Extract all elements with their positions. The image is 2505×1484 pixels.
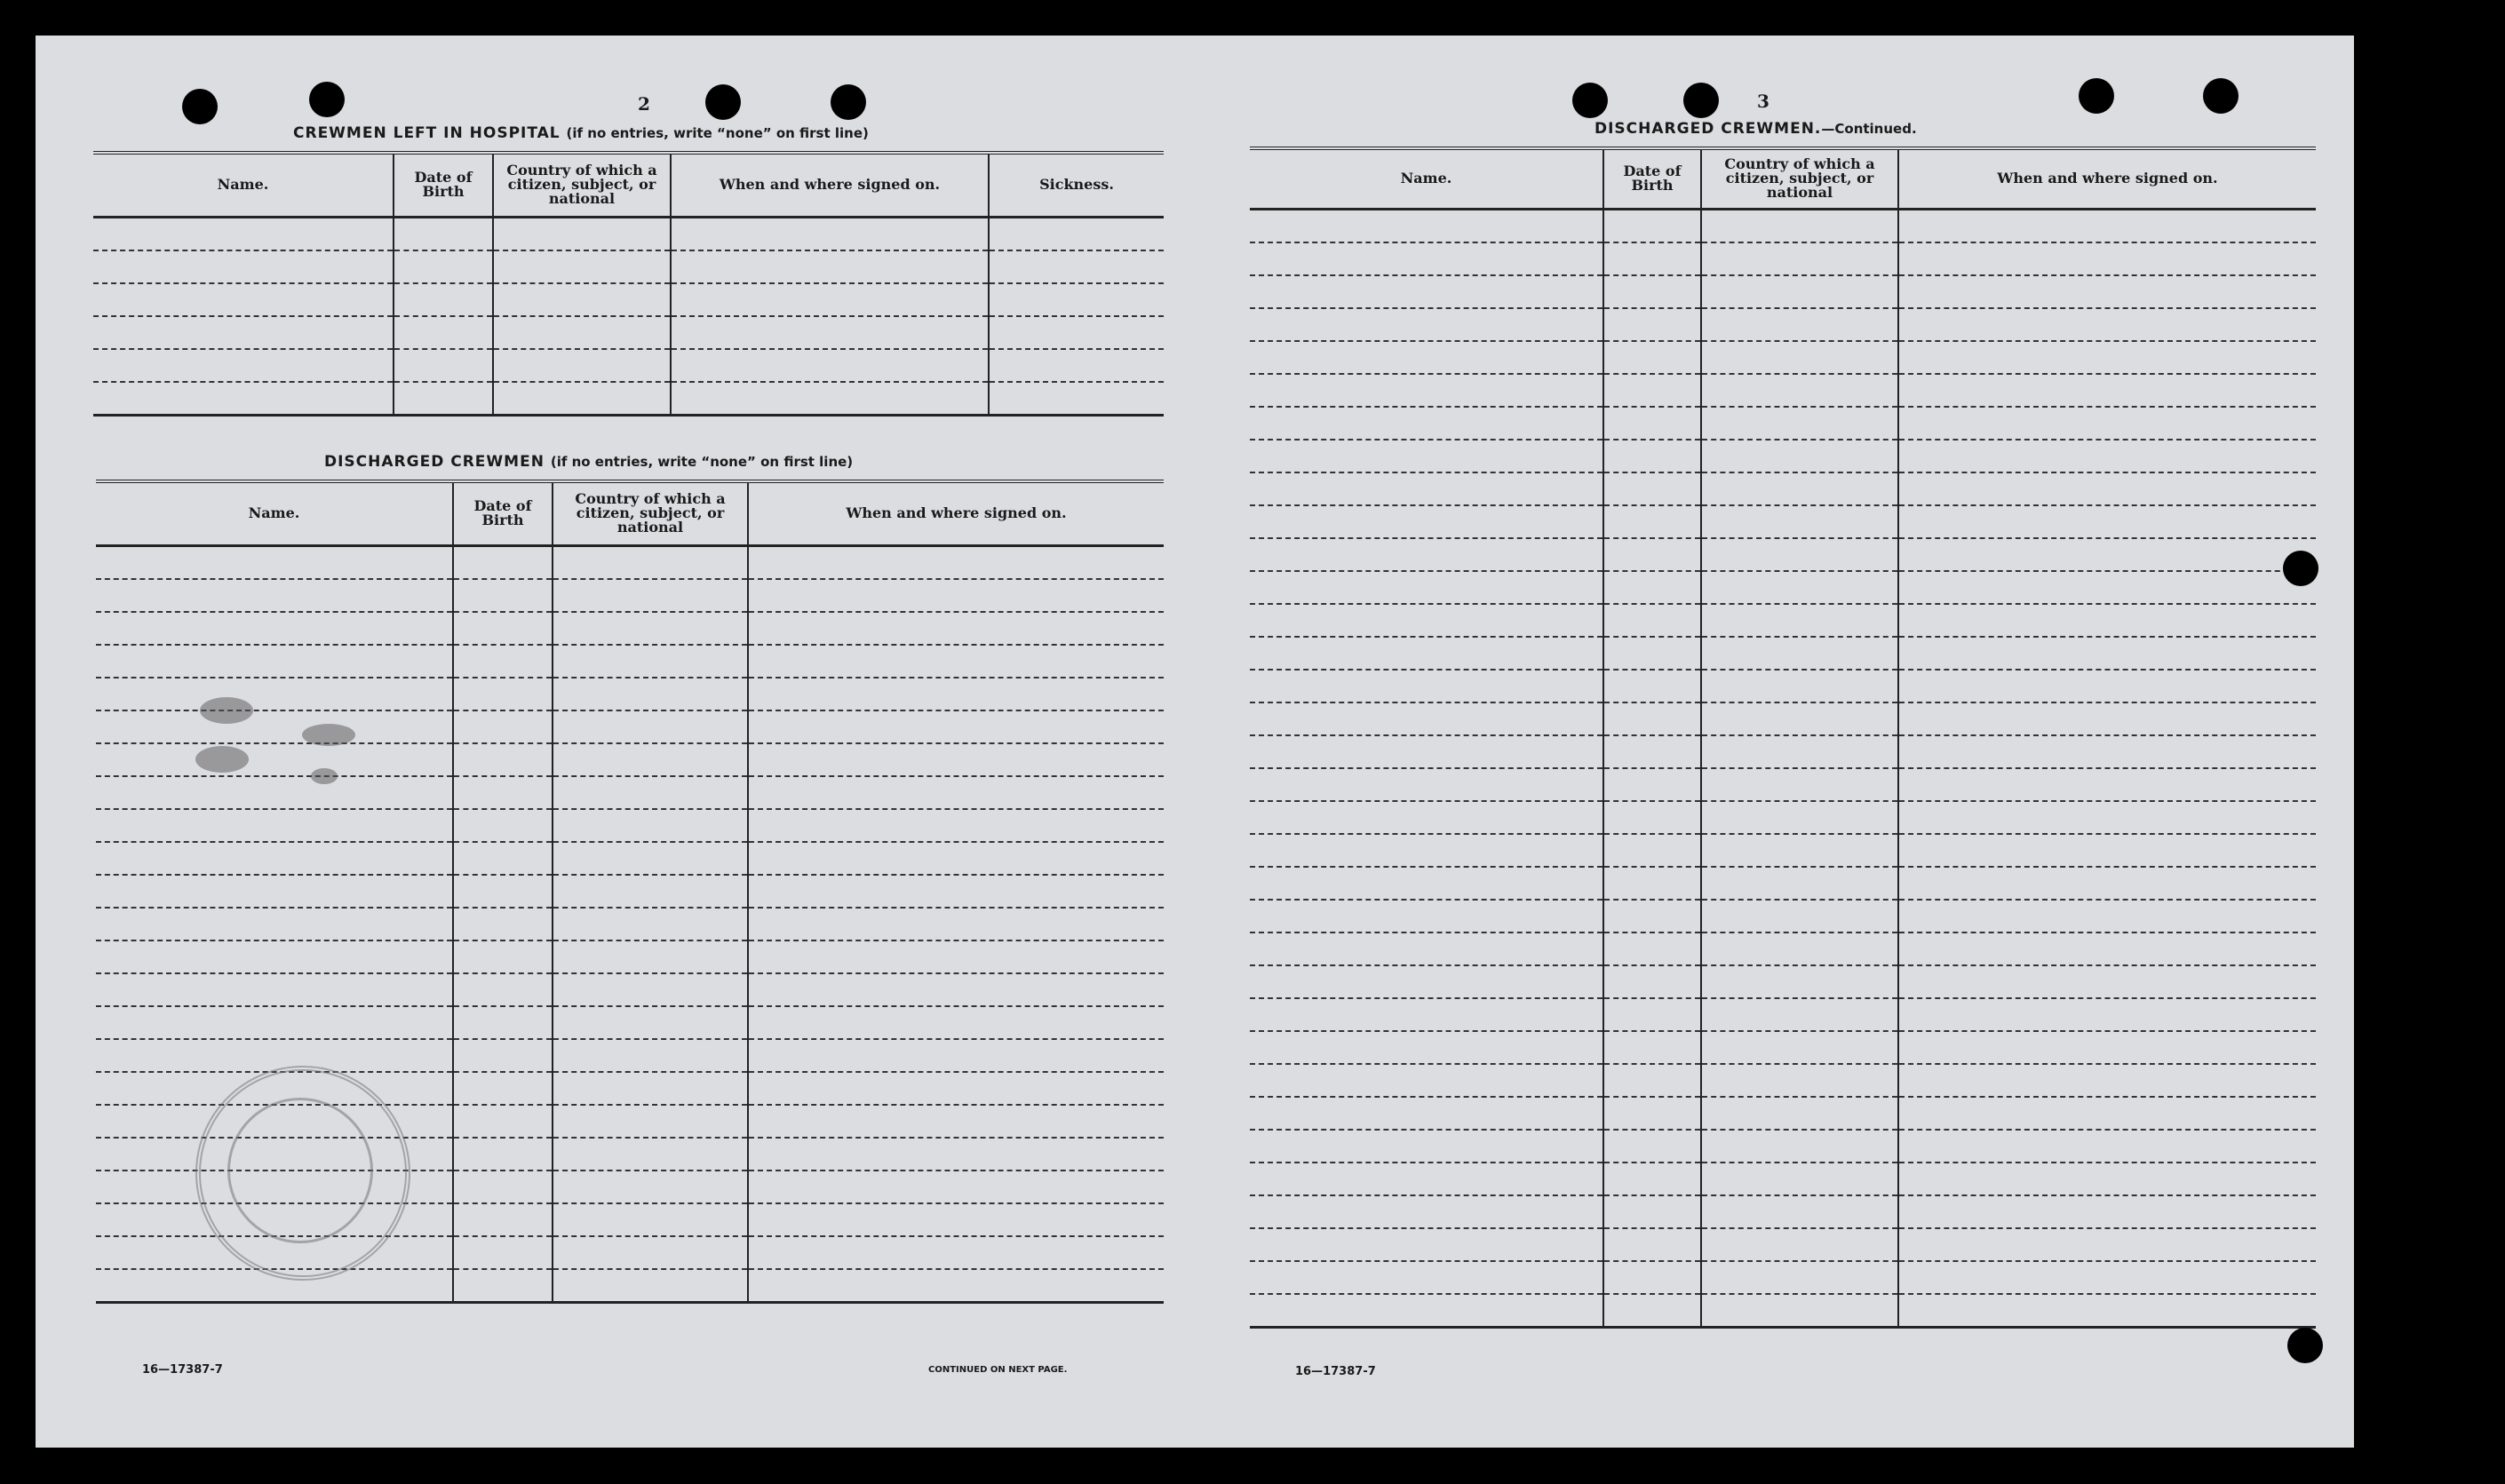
discharged-col-signed-on: When and where signed on.	[748, 481, 1164, 545]
table-row	[96, 776, 1164, 809]
hospital-section-title	[293, 124, 869, 142]
table-row	[96, 678, 1164, 710]
table-row	[1250, 505, 2316, 538]
table-row	[1250, 242, 2316, 275]
table-row	[1250, 440, 2316, 472]
punch-hole	[2203, 78, 2239, 114]
table-row	[1250, 209, 2316, 242]
table-row	[1250, 735, 2316, 768]
table-row	[1250, 407, 2316, 440]
table-row	[1250, 374, 2316, 407]
table-row	[96, 973, 1164, 1006]
table-row	[1250, 932, 2316, 965]
table-row	[96, 710, 1164, 743]
table-row	[1250, 308, 2316, 341]
table-row	[1250, 965, 2316, 998]
discharged-col-country: Country of which a citizen, subject, or national	[553, 481, 748, 545]
table-row	[96, 875, 1164, 908]
punch-hole	[1572, 83, 1608, 118]
ink-smudge	[200, 697, 253, 724]
table-row	[1250, 1097, 2316, 1130]
table-row	[1250, 702, 2316, 735]
table-row	[1250, 1064, 2316, 1097]
table-row	[1250, 1031, 2316, 1064]
table-row	[1250, 1130, 2316, 1163]
continued-note: CONTINUED ON NEXT PAGE.	[928, 1365, 1068, 1375]
continued-col-country: Country of which a citizen, subject, or national	[1701, 148, 1898, 209]
table-row	[93, 382, 1164, 416]
punch-hole	[831, 84, 866, 120]
discharged-instruction-text: (if no entries, write “none” on first line)	[550, 454, 854, 470]
form-number-left: 16—17387-7	[142, 1363, 223, 1377]
punch-hole	[2079, 78, 2114, 114]
table-row	[1250, 834, 2316, 867]
table-row	[1250, 1294, 2316, 1328]
continued-col-name: Name.	[1250, 148, 1603, 209]
hospital-col-signed-on: When and where signed on.	[671, 153, 989, 217]
punch-hole	[182, 89, 218, 124]
punch-hole	[309, 82, 345, 117]
discharged-continued-title-text: DISCHARGED CREWMEN.	[1594, 120, 1822, 138]
table-row	[1250, 1261, 2316, 1294]
table-row	[1250, 571, 2316, 604]
form-number-right: 16—17387-7	[1295, 1365, 1376, 1378]
table-row	[96, 940, 1164, 973]
hospital-col-sickness: Sickness.	[989, 153, 1164, 217]
table-row	[1250, 472, 2316, 505]
table-row	[1250, 1228, 2316, 1261]
table-row	[1250, 900, 2316, 932]
table-row	[93, 283, 1164, 316]
page-number-right: 3	[1757, 91, 1769, 112]
punch-hole	[2283, 551, 2318, 586]
table-row	[1250, 1195, 2316, 1228]
table-row	[96, 1269, 1164, 1303]
discharged-col-dob: Date of Birth	[453, 481, 553, 545]
hospital-table	[93, 151, 1164, 417]
table-row	[1250, 670, 2316, 702]
punch-hole	[705, 84, 741, 120]
continued-col-dob: Date of Birth	[1603, 148, 1701, 209]
punch-hole	[1683, 83, 1719, 118]
hospital-col-dob: Date of Birth	[394, 153, 493, 217]
hospital-col-country: Country of which a citizen, subject, or national	[493, 153, 671, 217]
table-row	[96, 743, 1164, 776]
hospital-title-text: CREWMEN LEFT IN HOSPITAL	[293, 124, 561, 142]
ink-smudge	[195, 746, 249, 773]
ink-smudge	[311, 768, 338, 784]
table-row	[1250, 275, 2316, 308]
table-row	[1250, 538, 2316, 571]
table-row	[93, 316, 1164, 349]
ink-smudge	[302, 724, 355, 746]
discharged-continued-table	[1250, 147, 2316, 1329]
table-row	[1250, 1163, 2316, 1195]
table-row	[1250, 867, 2316, 900]
table-row	[1250, 637, 2316, 670]
table-row	[93, 349, 1164, 382]
hospital-col-name: Name.	[93, 153, 394, 217]
table-row	[96, 908, 1164, 940]
hospital-instruction-text: (if no entries, write “none” on first line)	[566, 125, 869, 141]
document-sheet	[36, 36, 2354, 1448]
discharged-continued-title	[1594, 120, 1917, 138]
table-row	[96, 809, 1164, 842]
table-row	[1250, 801, 2316, 834]
punch-hole	[2287, 1328, 2323, 1363]
table-row	[93, 217, 1164, 250]
discharged-col-name: Name.	[96, 481, 453, 545]
table-row	[1250, 341, 2316, 374]
table-row	[1250, 604, 2316, 637]
table-row	[96, 579, 1164, 612]
table-row	[96, 1006, 1164, 1039]
table-row	[96, 612, 1164, 645]
continued-suffix: —Continued.	[1821, 121, 1917, 137]
table-row	[1250, 768, 2316, 801]
table-row	[96, 1039, 1164, 1072]
continued-col-signed-on: When and where signed on.	[1898, 148, 2316, 209]
discharged-section-title	[324, 453, 853, 471]
seal-stamp	[195, 1066, 410, 1281]
table-row	[96, 545, 1164, 579]
page-number-left: 2	[638, 93, 650, 115]
table-row	[1250, 998, 2316, 1031]
table-row	[96, 645, 1164, 678]
discharged-title-text: DISCHARGED CREWMEN	[324, 453, 545, 471]
table-row	[93, 250, 1164, 283]
table-row	[96, 842, 1164, 875]
